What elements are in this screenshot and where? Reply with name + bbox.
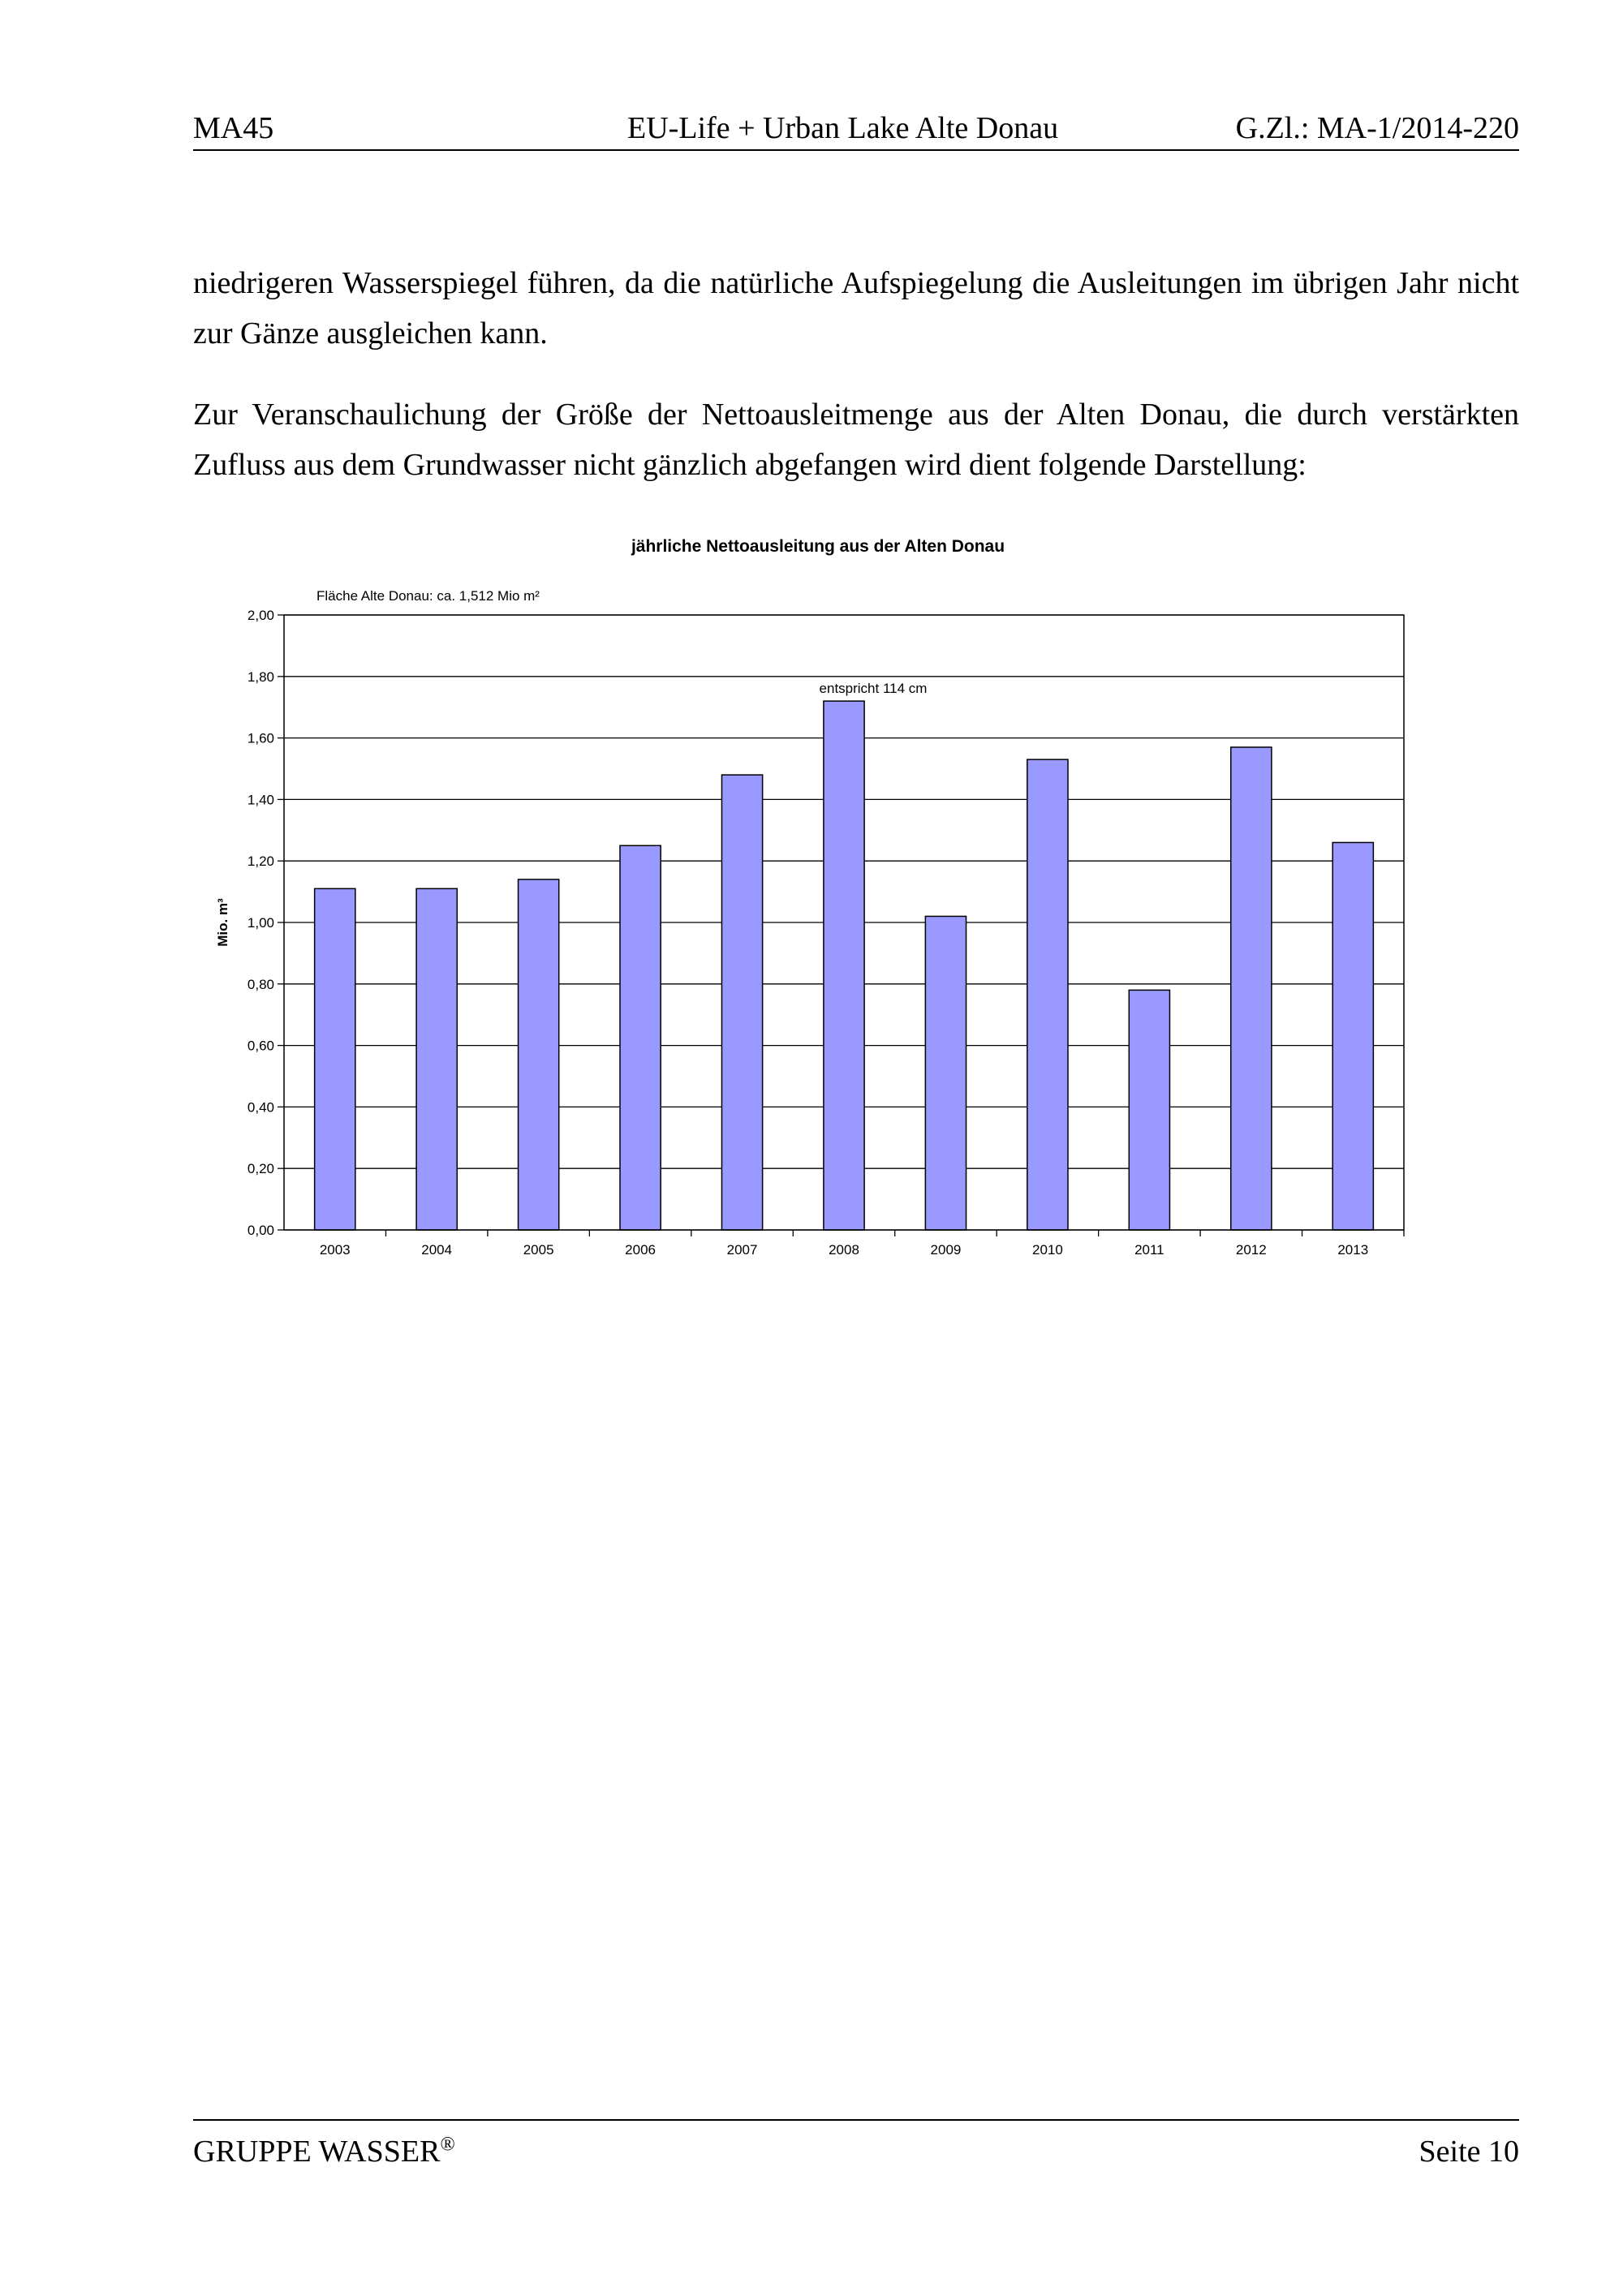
chart xyxy=(203,527,1420,1274)
x-tick-label: 2005 xyxy=(523,1242,554,1258)
bar-2010 xyxy=(1027,759,1068,1230)
y-tick-label: 1,00 xyxy=(247,915,274,931)
y-tick-label: 1,80 xyxy=(247,669,274,685)
y-tick-label: 0,80 xyxy=(247,976,274,992)
y-tick-label: 2,00 xyxy=(247,608,274,623)
bar-2011 xyxy=(1129,990,1169,1230)
y-tick-label: 0,20 xyxy=(247,1161,274,1177)
chart-annotation: entspricht 114 cm xyxy=(819,681,928,697)
footer-org: GRUPPE WASSER xyxy=(193,2135,441,2169)
page-footer xyxy=(193,2119,1519,2178)
x-tick-label: 2003 xyxy=(319,1242,351,1258)
x-tick-label: 2010 xyxy=(1031,1242,1063,1258)
footer-left xyxy=(193,2134,455,2169)
bar-2005 xyxy=(519,879,559,1230)
x-tick-label: 2011 xyxy=(1134,1242,1165,1258)
x-tick-label: 2012 xyxy=(1235,1242,1267,1258)
x-tick-label: 2009 xyxy=(930,1242,962,1258)
header-left: MA45 xyxy=(193,111,274,145)
chart-bars xyxy=(315,701,1374,1230)
header-right: G.Zl.: MA-1/2014-220 xyxy=(1235,111,1519,145)
bar-2012 xyxy=(1231,747,1272,1230)
y-tick-label: 1,40 xyxy=(247,792,274,808)
chart-svg xyxy=(203,527,1420,1274)
x-tick-label: 2008 xyxy=(829,1242,859,1258)
bar-2008 xyxy=(824,701,864,1230)
y-tick-label: 0,00 xyxy=(247,1223,274,1238)
bar-2003 xyxy=(315,888,355,1230)
bar-2004 xyxy=(416,888,457,1230)
chart-subtitle: Fläche Alte Donau: ca. 1,512 Mio m² xyxy=(316,588,540,604)
chart-y-axis-label: Mio. m³ xyxy=(215,898,230,947)
footer-page-number: Seite 10 xyxy=(1419,2135,1519,2169)
y-tick-label: 0,60 xyxy=(247,1038,274,1054)
chart-title: jährliche Nettoausleitung aus der Alten Donau xyxy=(631,537,1005,556)
bar-2009 xyxy=(925,916,966,1230)
x-tick-label: 2013 xyxy=(1337,1242,1369,1258)
x-tick-label: 2004 xyxy=(421,1242,453,1258)
x-tick-label: 2006 xyxy=(625,1242,657,1258)
registered-mark: ® xyxy=(440,2134,455,2156)
x-tick-label: 2007 xyxy=(726,1242,758,1258)
y-tick-label: 0,40 xyxy=(247,1099,274,1116)
header-center: EU-Life + Urban Lake Alte Donau xyxy=(627,111,1059,145)
y-tick-label: 1,20 xyxy=(247,853,274,870)
chart-y-tick-labels xyxy=(248,608,274,1238)
bar-2007 xyxy=(721,775,762,1230)
paragraph-2: Zur Veranschaulichung der Größe der Nettoausleitmenge aus der Alten Donau, die durch verstärkten Zufluss aus dem Grundwasser nicht gänzlich abgefangen wird dient folgende Darstellung: xyxy=(193,398,1519,482)
bar-2013 xyxy=(1332,842,1373,1230)
page-header xyxy=(193,107,1519,151)
paragraph-1: niedrigeren Wasserspiegel führen, da die natürliche Aufspiegelung die Ausleitungen im übrigen Jahr nicht zur Gänze ausgleichen kann. xyxy=(193,266,1519,350)
y-tick-label: 1,60 xyxy=(247,730,274,746)
chart-x-tick-labels xyxy=(320,1242,1368,1258)
bar-2006 xyxy=(620,845,661,1230)
